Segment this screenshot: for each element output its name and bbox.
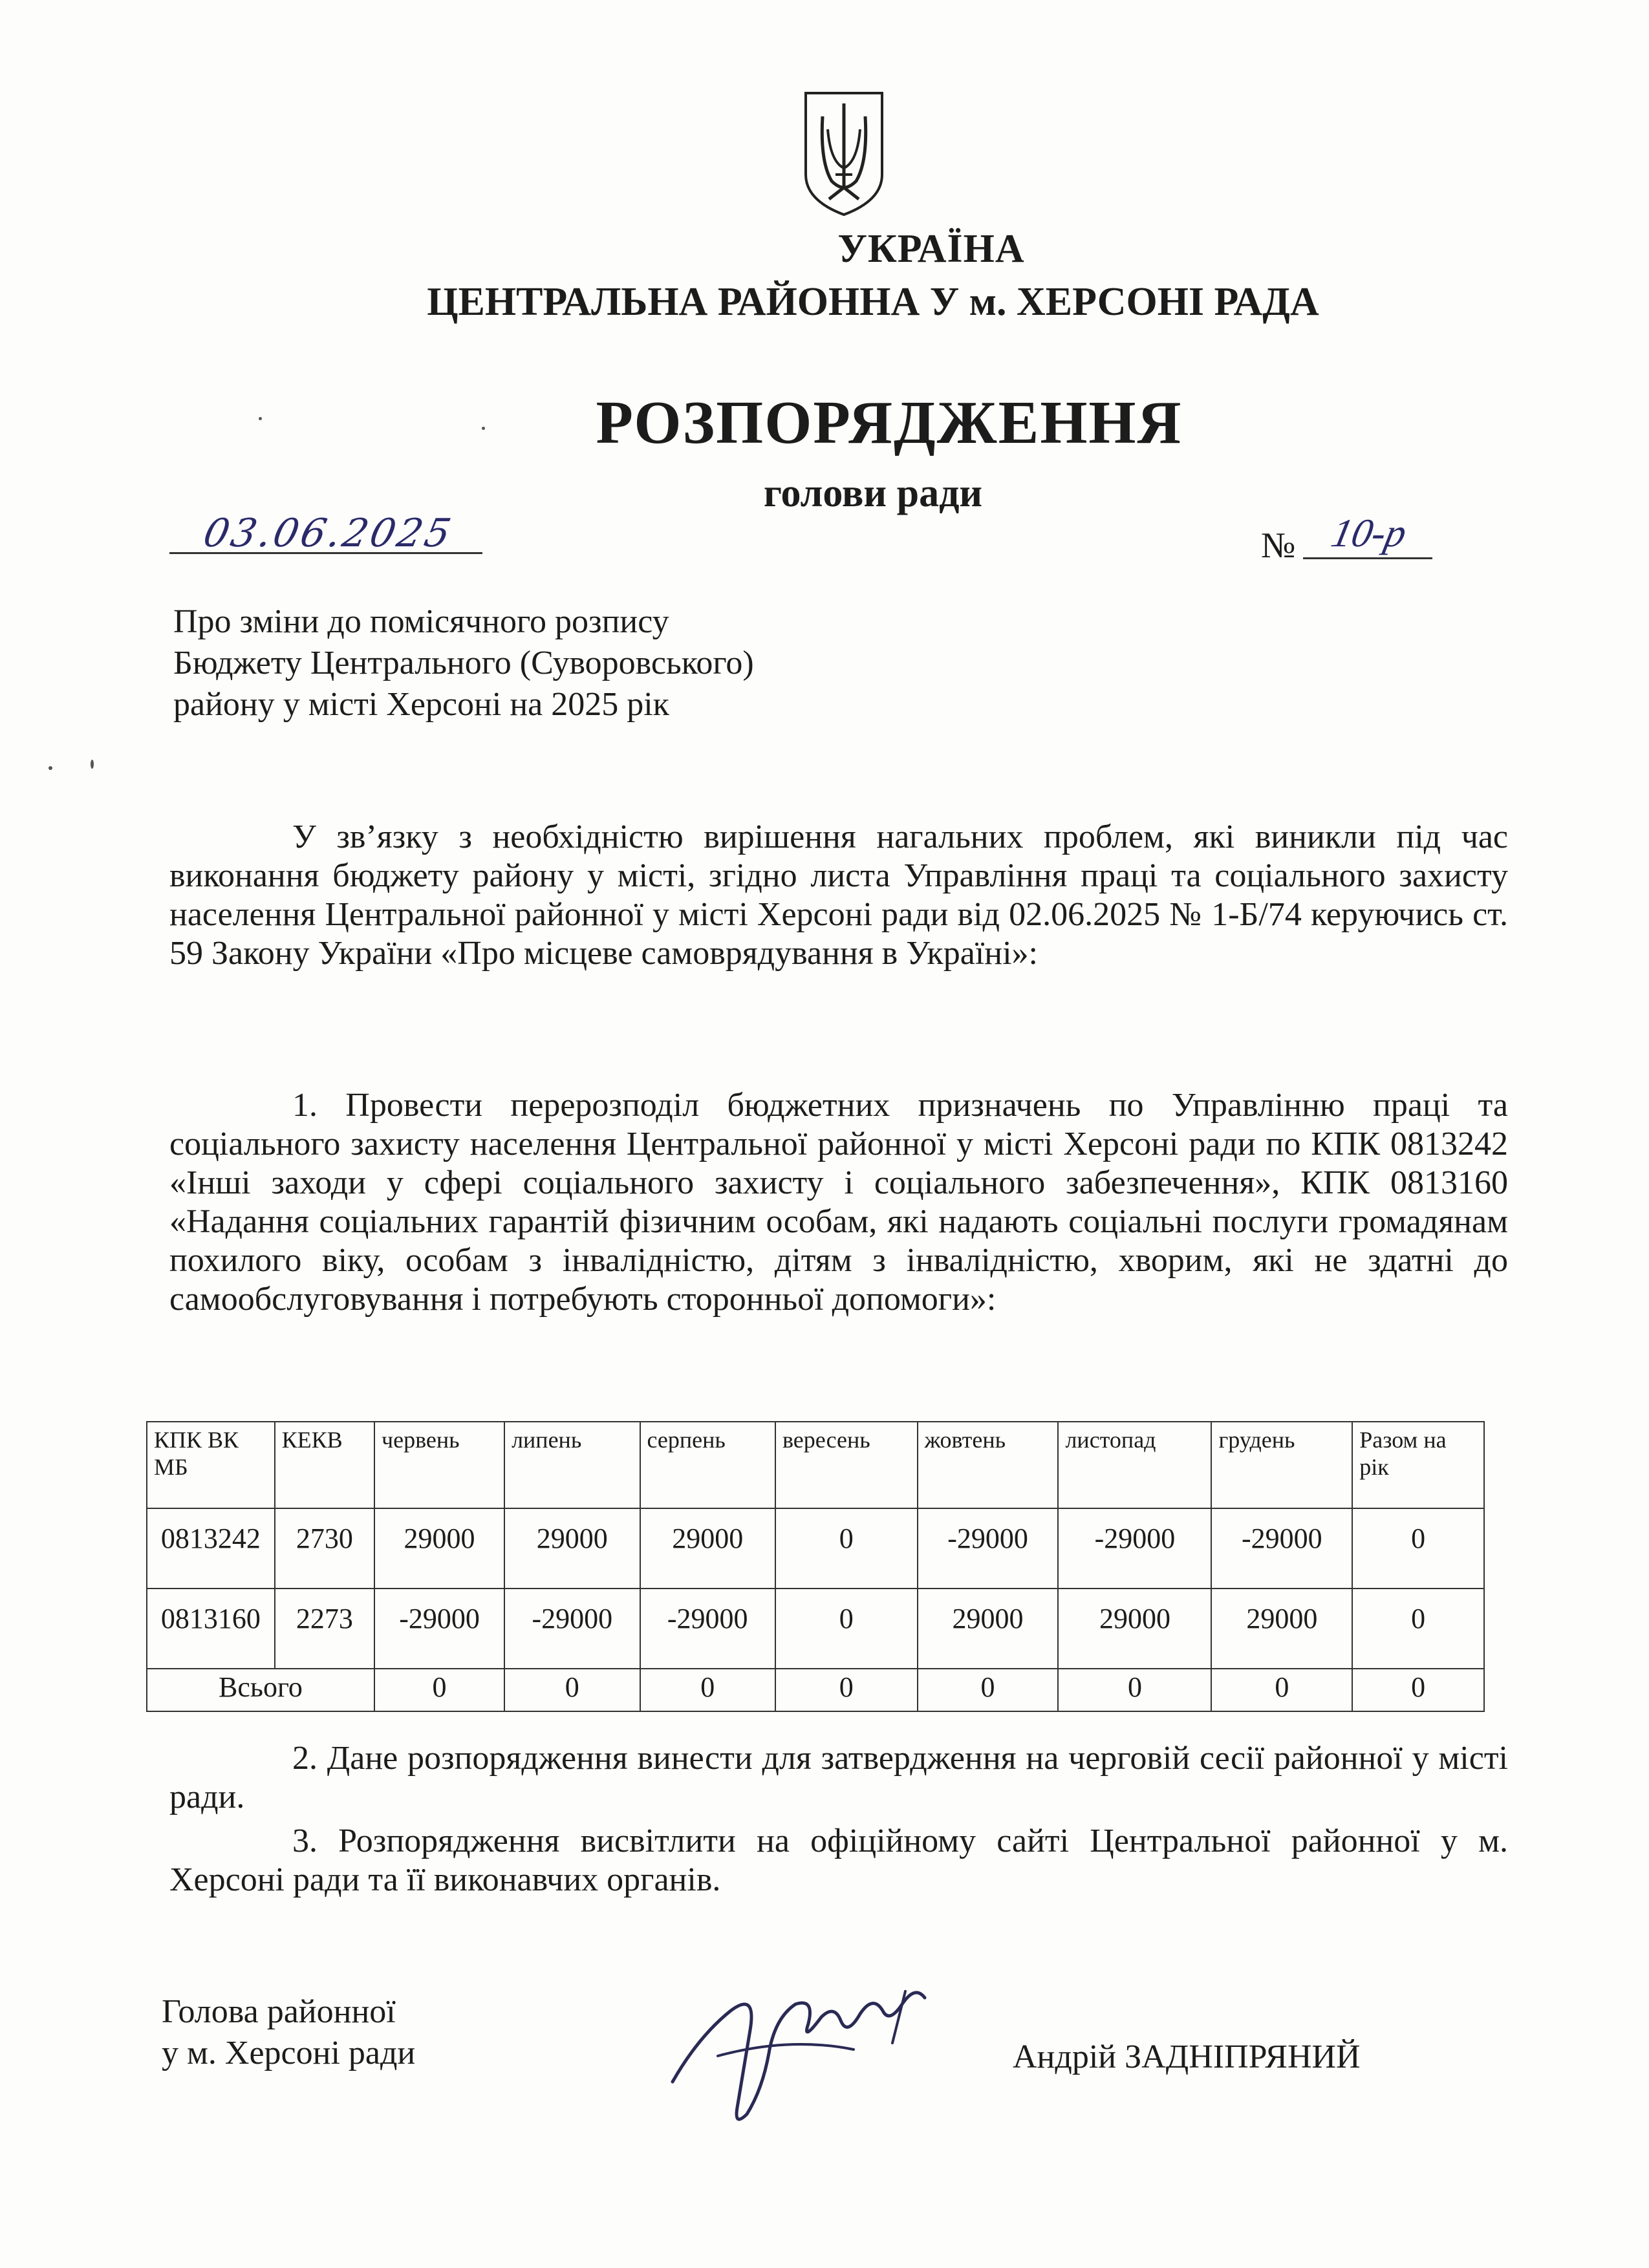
table-cell: 0 bbox=[775, 1508, 918, 1589]
scan-speck bbox=[91, 760, 94, 769]
subject-line: Бюджету Центрального (Суворовського) bbox=[173, 645, 754, 681]
table-cell: 29000 bbox=[640, 1508, 775, 1589]
preamble-paragraph: У зв’язку з необхідністю вирішення нагальних проблем, які виникли під час виконання бюджету району у місті, згідно листа Управління праці та соціального захисту населення Центральної районної у місті Херсоні ради від 02.06.2025 № 1-Б/74 керуючись ст. 59 Закону України «Про місцеве самоврядування в Україні»: bbox=[169, 818, 1508, 972]
table-cell: 0 bbox=[775, 1589, 918, 1669]
table-cell: -29000 bbox=[640, 1589, 775, 1669]
total-cell: 0 bbox=[775, 1669, 918, 1711]
total-cell: 0 bbox=[640, 1669, 775, 1711]
document-title: РОЗПОРЯДЖЕННЯ bbox=[596, 389, 1183, 456]
table-cell: 29000 bbox=[504, 1508, 640, 1589]
header-cell: червень bbox=[374, 1422, 504, 1508]
table-cell: 0813160 bbox=[147, 1589, 275, 1669]
signatory-name: Андрій ЗАДНІПРЯНИЙ bbox=[1013, 2038, 1361, 2075]
scan-speck bbox=[48, 766, 52, 770]
table-cell: 29000 bbox=[1211, 1589, 1352, 1669]
header-cell: КПК ВК МБ bbox=[147, 1422, 275, 1508]
table-cell: 29000 bbox=[374, 1508, 504, 1589]
council-heading: ЦЕНТРАЛЬНА РАЙОННА У м. ХЕРСОНІ РАДА bbox=[427, 280, 1319, 324]
table-cell: 2730 bbox=[275, 1508, 374, 1589]
table-cell: -29000 bbox=[374, 1589, 504, 1669]
subject-line: району у місті Херсоні на 2025 рік bbox=[173, 686, 669, 723]
total-cell: 0 bbox=[1058, 1669, 1211, 1711]
header-cell: грудень bbox=[1211, 1422, 1352, 1508]
total-cell: 0 bbox=[504, 1669, 640, 1711]
item-1-paragraph: 1. Провести перерозподіл бюджетних призначень по Управлінню праці та соціального захисту населення Центральної районної у місті Херсоні ради по КПК 0813242 «Інші заходи у сфері соціального захисту і соціального забезпечення», КПК 0813160 «Надання соціальних гарантій фізичним особам, які надають соціальні послуги громадянам похилого віку, особам з інвалідністю, дітям з інвалідністю, хворим, які не здатні до самообслуговування і потребують сторонньої допомоги»: bbox=[169, 1087, 1508, 1318]
document-subtitle: голови ради bbox=[763, 471, 983, 515]
scan-speck bbox=[259, 417, 262, 420]
table-cell: -29000 bbox=[504, 1589, 640, 1669]
table-total-row bbox=[147, 1669, 1484, 1711]
handwritten-signature bbox=[660, 1959, 944, 2134]
number-label: № bbox=[1261, 526, 1296, 566]
position-line: у м. Херсоні ради bbox=[162, 2035, 416, 2071]
table-cell: 0813242 bbox=[147, 1508, 275, 1589]
header-cell: Разом на рік bbox=[1352, 1422, 1484, 1508]
total-cell: 0 bbox=[918, 1669, 1059, 1711]
handwritten-number: 10-р bbox=[1327, 511, 1410, 555]
scan-speck bbox=[482, 427, 485, 430]
header-cell: листопад bbox=[1058, 1422, 1211, 1508]
header-cell: жовтень bbox=[918, 1422, 1059, 1508]
header-cell: серпень bbox=[640, 1422, 775, 1508]
header-cell: липень bbox=[504, 1422, 640, 1508]
table-row bbox=[147, 1508, 1484, 1589]
header-cell: вересень bbox=[775, 1422, 918, 1508]
table-cell: -29000 bbox=[1058, 1508, 1211, 1589]
total-cell: 0 bbox=[374, 1669, 504, 1711]
table-cell: -29000 bbox=[1211, 1508, 1352, 1589]
table-cell: 29000 bbox=[918, 1589, 1059, 1669]
table-cell: 29000 bbox=[1058, 1589, 1211, 1669]
country-heading: УКРАЇНА bbox=[837, 227, 1025, 271]
item-2-paragraph: 2. Дане розпорядження винести для затвердження на черговій сесії районної у місті ради. bbox=[169, 1740, 1508, 1815]
item-3-paragraph: 3. Розпорядження висвітлити на офіційному сайті Центральної районної у м. Херсоні ради та її виконавчих органів. bbox=[169, 1823, 1508, 1898]
total-cell: 0 bbox=[1211, 1669, 1352, 1711]
header-cell: КЕКВ bbox=[275, 1422, 374, 1508]
position-line: Голова районної bbox=[162, 1993, 396, 2030]
total-cell: 0 bbox=[1352, 1669, 1484, 1711]
subject-line: Про зміни до помісячного розпису bbox=[173, 603, 669, 640]
total-label: Всього bbox=[147, 1669, 374, 1711]
table-cell: 0 bbox=[1352, 1508, 1484, 1589]
table-cell: 0 bbox=[1352, 1589, 1484, 1669]
coat-of-arms-icon bbox=[803, 91, 885, 217]
budget-table bbox=[146, 1421, 1485, 1712]
table-cell: -29000 bbox=[918, 1508, 1059, 1589]
signatory-position bbox=[162, 1991, 415, 2074]
table-row bbox=[147, 1589, 1484, 1669]
table-header-row bbox=[147, 1422, 1484, 1508]
handwritten-date: 03.06.2025 bbox=[199, 511, 457, 556]
subject-block bbox=[173, 601, 754, 725]
table-cell: 2273 bbox=[275, 1589, 374, 1669]
